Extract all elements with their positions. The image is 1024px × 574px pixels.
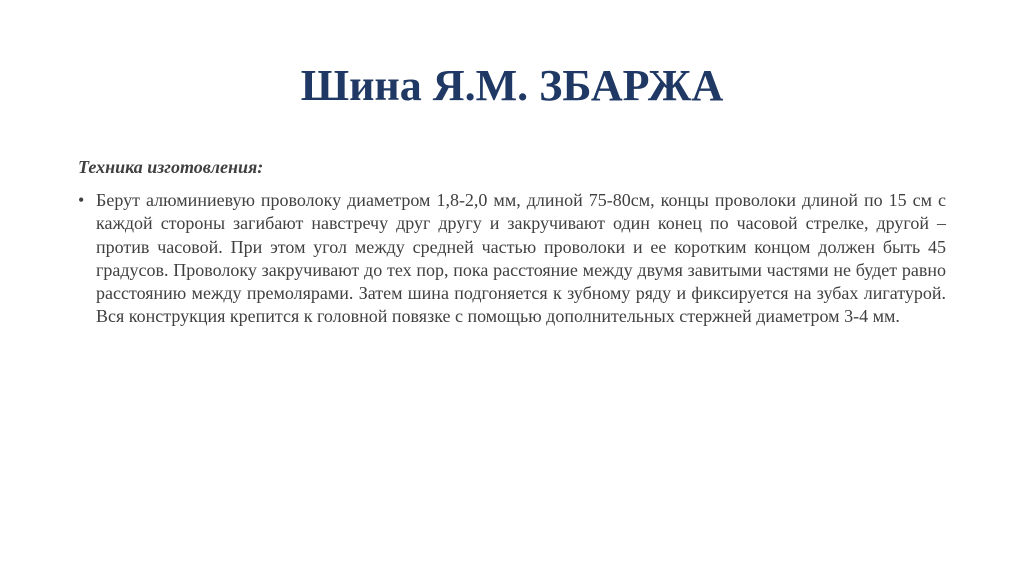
- slide-title: Шина Я.М. ЗБАРЖА: [300, 61, 724, 110]
- slide-subtitle: Техника изготовления:: [78, 157, 264, 177]
- slide-content: [78, 155, 946, 329]
- bullet-item: [78, 189, 946, 329]
- bullet-text: Берут алюминиевую проволоку диаметром 1,8-2,0 мм, длиной 75-80см, концы проволоки длиной по 15 см с каждой стороны загибают навстречу друг другу и закручивают один конец по часовой стрелке, другой – против часовой. При этом угол между средней частью проволоки и ее коротким концом должен быть 45 градусов. Проволоку закручивают до тех пор, пока расстояние между двумя завитыми частями не будет равно расстоянию между премолярами. Затем шина подгоняется к зубному ряду и фиксируется на зубах лигатурой. Вся конструкция крепится к головной повязке с помощью дополнительных стержней диаметром 3-4 мм.: [96, 190, 946, 327]
- bullet-list: [78, 189, 946, 329]
- bullet-icon: •: [78, 190, 85, 210]
